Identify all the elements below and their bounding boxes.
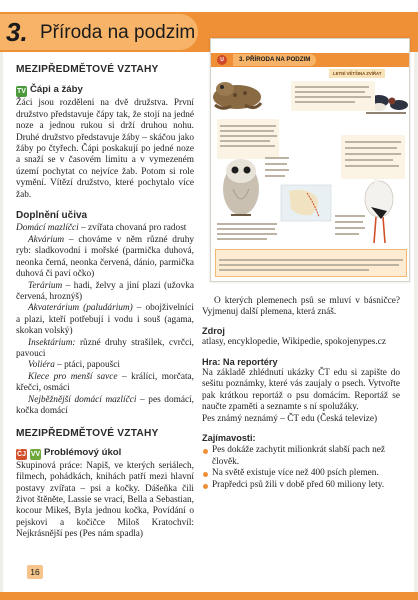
migration-map (281, 185, 331, 221)
terrarium-term: Terárium (28, 280, 63, 291)
thumbnail-text-line (220, 130, 274, 132)
aquaterrarium-entry (16, 303, 194, 337)
thumbnail-bottom-box (215, 249, 407, 277)
activity-title: Čápi a žáby (30, 84, 83, 96)
thumbnail-text-line (345, 141, 401, 143)
chapter-title: Příroda na podzim (40, 22, 196, 43)
aviary-entry (16, 360, 194, 371)
thumbnail-text-line (217, 233, 277, 235)
thumbnail-text-line (220, 140, 270, 142)
problem-title: Problémový úkol (44, 446, 122, 458)
cj-badge-icon: ČJ (17, 450, 26, 458)
common-pets-desc: – pes domácí, kočka domácí (16, 394, 194, 416)
terrarium-desc: – hadi, želvy a jiní plazi (užovka červená, hroznýš) (16, 280, 194, 302)
thumbnail-text-line (217, 238, 267, 240)
domestic-pets-term: Domácí mazlíčci (16, 223, 79, 234)
domestic-pets-desc: – zvířata chovaná pro radost (78, 223, 187, 234)
thumbnail-text-line (335, 215, 365, 217)
problem-text: Skupinová práce: Napiš, ve kterých seriálech, filmech, pohádkách, knihách patří mezi hlavní postavy zvířata – psi a kočky. Dášeňka čili život štěněte, Lassie se vrací, Bella a Sebastian, kocour Mikeš, Byla jednou kočka, Povídání o pejskovi a kočičce Miloš Kratochvíl: Nejkrásnější pes (Pes nám spadla) (16, 460, 194, 540)
thumbnail-text-line (295, 101, 355, 103)
thumbnail-text-line (345, 153, 401, 155)
facts-heading: Zajímavosti: (202, 433, 256, 444)
thumbnail-text-line (335, 233, 359, 235)
thumbnail-text-line (220, 135, 277, 137)
aquarium-entry (16, 235, 194, 281)
facts-list (202, 445, 400, 491)
right-column (202, 296, 400, 491)
thumbnail-text-line (219, 259, 403, 261)
fact-item: Na světě existuje více než 400 psích plemen. (202, 468, 400, 479)
thumbnail-text-line (219, 269, 369, 271)
problem-heading (16, 447, 194, 460)
fact-item: Prapředci psů žili v době před 60 miliony lety. (202, 480, 400, 491)
game-note: Pes známý neznámý – ČT edu (Česká televize) (202, 413, 378, 424)
thumbnail-text-line (335, 221, 363, 223)
footer-bar (0, 592, 418, 600)
thumbnail-text-line (345, 147, 397, 149)
aviary-desc: – ptáci, papoušci (54, 360, 120, 371)
aquaterrarium-desc: – obojživelníci a plazi, kteří potřebují i vodu i souš (agama, skokan volský) (16, 303, 194, 337)
chapter-number: 3. (6, 17, 28, 47)
game-heading: Hra: Na reportéry (202, 356, 278, 367)
source-heading: Zdroj (202, 325, 225, 336)
thumbnail-text-line (220, 145, 275, 147)
thumbnail-text-line (217, 223, 277, 225)
activity-text: Žáci jsou rozděleni na dvě družstva. První družstvo představuje čápy tak, že stojí na jedné noze a jednou rukou si drží druhou nohu. Druhé družstvo představuje žáby – skáčou jako žáby po čtyřech. Čápi poskakují po jedné noze a snaží se v časovém limitu a v vymezeném území pochytat co nejvíce žab. Potom si role vymění. Vítězí družstvo, které pochytalo více žab. (16, 98, 194, 200)
section-heading-interdisciplinary-2: MEZIPŘEDMĚTOVÉ VZTAHY (16, 428, 159, 440)
game-text: Na základě zhlédnutí ukázky ČT edu si zapište do sešitu poznámky, které vás zaujaly o psech. Vytvořte pak krátkou reportáž o psu domácím. Reportáž se naučte zpaměti a seznamte s ní spolužáky. (202, 368, 400, 413)
fact-item: Pes dokáže zachytit milionkrát slabší pach než člověk. (202, 445, 400, 468)
cage-term: Klece pro menší savce (28, 371, 118, 382)
thumbnail-text-line (219, 264, 399, 266)
thumbnail-text-line (295, 86, 369, 88)
owl-illustration (223, 159, 259, 215)
thumbnail-badge: U (217, 55, 227, 65)
thumbnail-text-line (217, 228, 275, 230)
source-text: atlasy, encyklopedie, Wikipedie, spokojenypes.cz (202, 337, 386, 348)
page-edge-right (414, 52, 418, 600)
left-column (16, 60, 194, 541)
thumbnail-text-line (345, 159, 393, 161)
poem-question: O kterých plemenech psů se mluví v básničce? Vyjmenuj další plemena, která znáš. (202, 296, 400, 318)
insectarium-desc: různé druhy strašilek, cvrčci, pavouci (16, 337, 194, 359)
thumbnail-text-line (220, 125, 276, 127)
thumbnail-text-line (265, 169, 289, 171)
aquarium-desc: – chováme v něm různé druhy ryb: sladkovodní i mořské (parmička duhová, neonka černá, neonka červená, dánio, parmička duhová či paví očko) (16, 234, 194, 280)
thumbnail-tag: LETNÍ VĚTŠINA ZVÍŘAT (329, 69, 385, 78)
vv-badge-icon: VV (30, 450, 41, 458)
common-pets-entry (16, 395, 194, 418)
terrarium-entry (16, 281, 194, 304)
aquarium-term: Akvárium (28, 234, 65, 245)
thumbnail-text-line (265, 157, 289, 159)
toad-illustration (213, 82, 261, 109)
textbook-page-thumbnail (210, 38, 410, 282)
aviary-term: Voliéra (28, 360, 55, 371)
insectarium-term: Insektárium: (28, 337, 76, 348)
thumbnail-text-line (335, 227, 365, 229)
cage-desc: – králíci, morčata, křečci, osmáci (16, 371, 194, 394)
insectarium-entry (16, 338, 194, 361)
thumbnail-text-line (295, 96, 371, 98)
thumbnail-text-line (345, 165, 399, 167)
thumbnail-text-line (265, 163, 287, 165)
common-pets-term: Nejběžnější domácí mazlíčci (28, 394, 137, 405)
thumbnail-title: 3. PŘÍRODA NA PODZIM (233, 54, 316, 66)
page-edge-left (0, 52, 3, 600)
section-heading-interdisciplinary: MEZIPŘEDMĚTOVÉ VZTAHY (16, 64, 159, 75)
supplement-heading: Doplnění učiva (16, 210, 88, 222)
domestic-pets-entry (16, 223, 194, 234)
cage-entry (16, 372, 194, 395)
aquaterrarium-term: Akvaterárium (paludárium) (28, 303, 133, 314)
thumbnail-text-line (265, 175, 285, 177)
activity-heading (16, 84, 194, 97)
thumbnail-text-line (295, 91, 365, 93)
page-number: 16 (27, 565, 43, 579)
tv-badge-icon: TV (17, 88, 26, 96)
